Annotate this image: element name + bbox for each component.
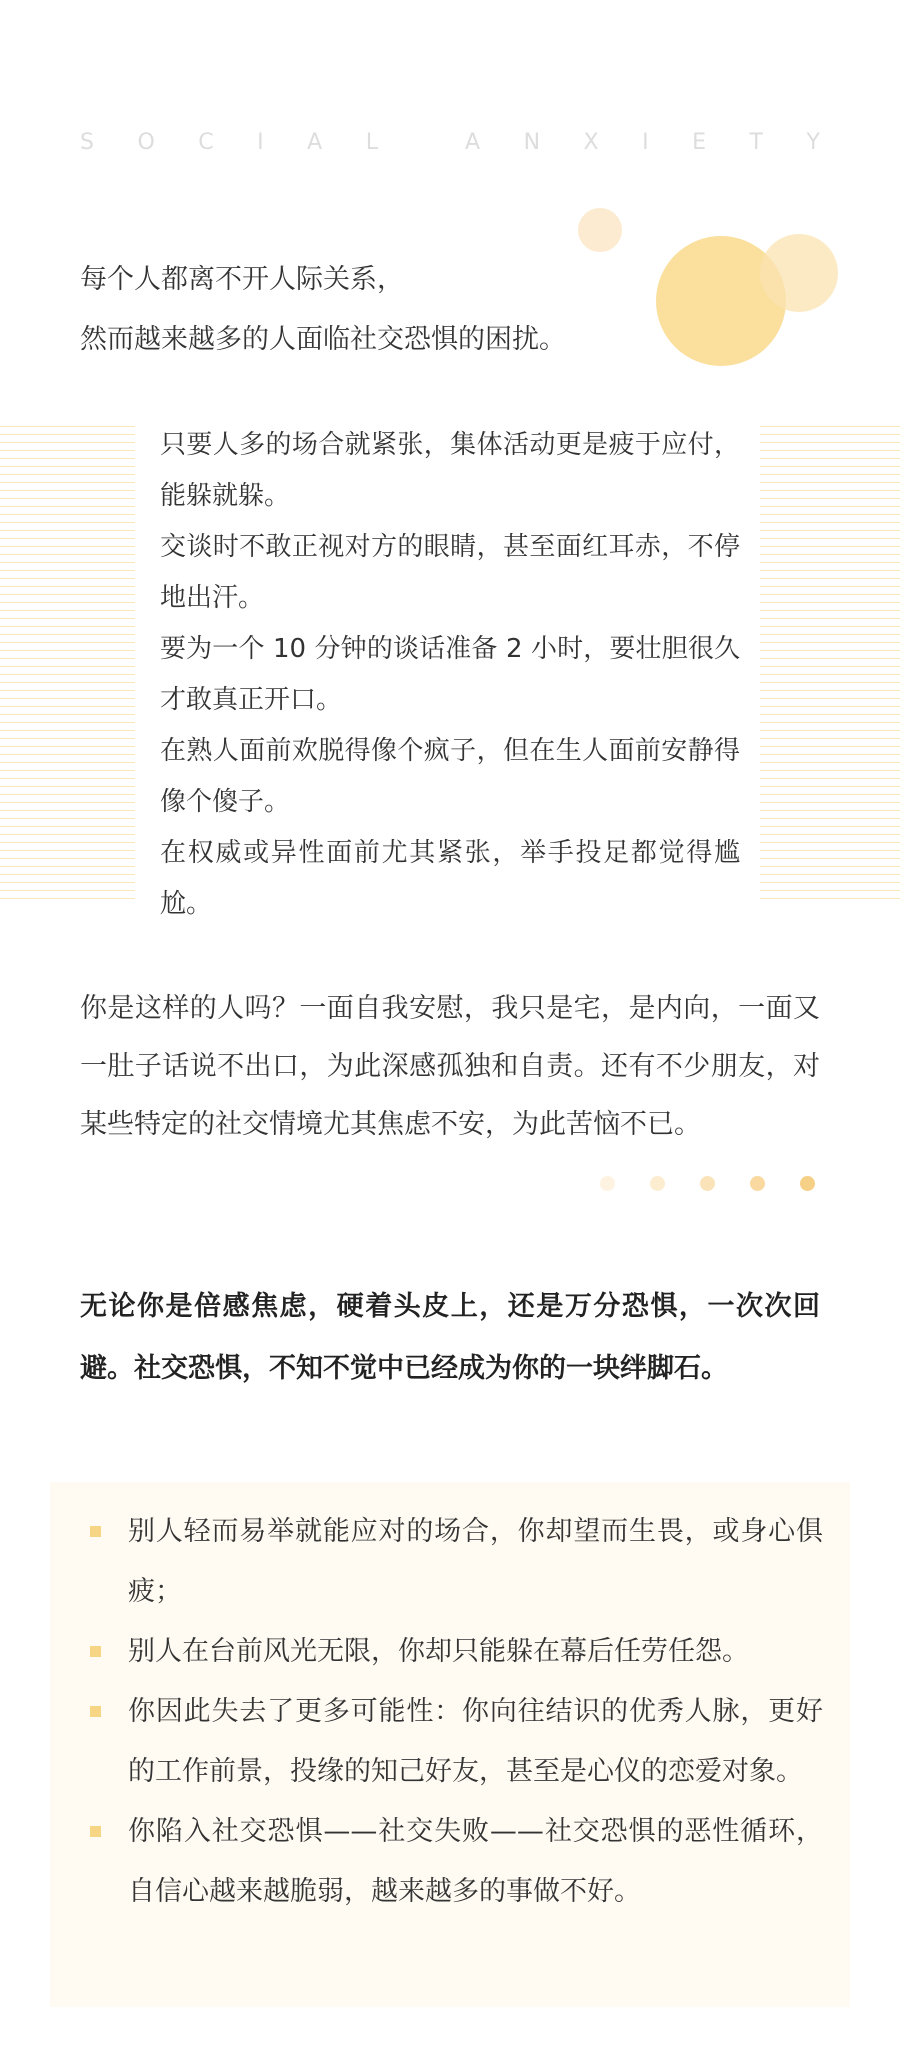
eyebrow-letter: A [465,130,481,155]
consequence-text: 别人轻而易举就能应对的场合，你却望而生畏，或身心俱疲； [128,1516,823,1607]
eyebrow-letter: E [692,130,707,155]
social-anxiety-eyebrow [80,130,820,155]
consequence-text: 你陷入社交恐惧——社交失败——社交恐惧的恶性循环，自信心越来越脆弱，越来越多的事做不好。 [128,1816,823,1907]
decor-circle-small [578,208,622,252]
eyebrow-letter: O [137,130,155,155]
symptom-item: 在权威或异性面前尤其紧张，举手投足都觉得尴尬。 [160,838,740,919]
decor-dot [650,1176,665,1191]
consequence-text: 别人在台前风光无限，你却只能躲在幕后任劳任怨。 [128,1636,749,1667]
decor-dot [800,1176,815,1191]
eyebrow-letter: L [365,130,378,155]
eyebrow-letter: S [80,130,94,155]
consequence-item [50,1502,823,1622]
bullet-square-icon [90,1646,101,1657]
decor-dot [700,1176,715,1191]
body-paragraph: 你是这样的人吗？一面自我安慰，我只是宅，是内向，一面又一肚子话说不出口，为此深感孤独和自责。还有不少朋友，对某些特定的社交情境尤其焦虑不安，为此苦恼不已。 [80,993,820,1140]
bullet-square-icon [90,1706,101,1717]
consequence-item [50,1622,823,1682]
consequence-text: 你因此失去了更多可能性：你向往结识的优秀人脉，更好的工作前景，投缘的知己好友，甚至是心仪的恋爱对象。 [128,1696,823,1787]
bullet-square-icon [90,1826,101,1837]
eyebrow-letter: T [749,130,763,155]
symptom-item: 要为一个 10 分钟的谈话准备 2 小时，要壮胆很久才敢真正开口。 [160,634,740,715]
intro-text [80,250,566,370]
eyebrow-letter: A [307,130,323,155]
consequence-box [50,1482,850,2007]
decor-circle-medium [760,234,838,312]
consequence-item [50,1802,823,1922]
symptom-item: 只要人多的场合就紧张，集体活动更是疲于应付，能躲就躲。 [160,430,740,511]
emphasis-paragraph: 无论你是倍感焦虑，硬着头皮上，还是万分恐惧，一次次回避。社交恐惧，不知不觉中已经成为你的一块绊脚石。 [80,1291,820,1384]
consequence-list [88,1502,823,1922]
bullet-square-icon [90,1526,101,1537]
decor-dot [750,1176,765,1191]
intro-line: 然而越来越多的人面临社交恐惧的困扰。 [80,324,566,355]
consequence-item [50,1682,823,1802]
intro-line: 每个人都离不开人际关系， [80,264,404,295]
decor-stripes-right [760,426,900,900]
symptom-item: 交谈时不敢正视对方的眼睛，甚至面红耳赤，不停地出汗。 [160,532,740,613]
eyebrow-letter: N [523,130,541,155]
eyebrow-letter: I [642,130,649,155]
decor-stripes-left [0,426,135,900]
symptom-list [135,420,760,919]
symptom-item: 在熟人面前欢脱得像个疯子，但在生人面前安静得像个傻子。 [160,736,740,817]
eyebrow-letter: C [198,130,214,155]
eyebrow-letter: X [583,130,599,155]
eyebrow-letter: I [257,130,264,155]
decor-dot [600,1176,615,1191]
eyebrow-letter: Y [806,130,820,155]
decor-dots [600,1176,825,1196]
